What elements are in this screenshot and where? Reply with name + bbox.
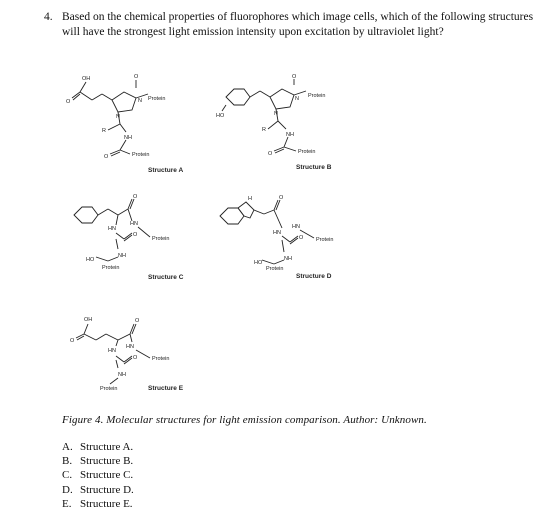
label-o: O — [135, 318, 140, 324]
label-ho: HO — [216, 113, 225, 119]
option-a[interactable] — [62, 440, 134, 454]
label-n: N — [116, 114, 120, 120]
label-h: H — [248, 196, 252, 202]
label-protein: Protein — [152, 356, 170, 362]
label-hn: HN — [273, 230, 281, 236]
structure-caption: Structure D — [296, 273, 332, 280]
label-oh: OH — [82, 76, 91, 82]
structure-caption: Structure B — [296, 164, 332, 171]
structure-e — [70, 312, 224, 402]
option-text: Structure E. — [80, 497, 133, 510]
label-hn: HN — [126, 344, 134, 350]
answer-options — [62, 440, 134, 511]
label-protein: Protein — [308, 93, 326, 99]
label-ho: HO — [254, 260, 263, 266]
option-letter: D. — [62, 483, 73, 496]
option-text: Structure A. — [80, 441, 134, 453]
option-letter: C. — [62, 469, 73, 482]
label-o: O — [133, 355, 138, 361]
label-protein: Protein — [266, 266, 284, 272]
option-text: Structure D. — [80, 483, 134, 496]
label-o: O — [279, 195, 284, 201]
label-n: N — [274, 111, 278, 117]
label-protein: Protein — [100, 386, 118, 392]
label-n: N — [138, 98, 142, 104]
label-o: O — [134, 74, 139, 80]
label-protein: Protein — [298, 149, 316, 155]
label-o: O — [104, 154, 109, 160]
label-nh: NH — [284, 256, 292, 262]
label-hn: HN — [108, 226, 116, 232]
label-o: O — [292, 74, 297, 80]
structure-caption: Structure A — [148, 167, 184, 174]
label-o: O — [268, 151, 273, 157]
label-n: N — [295, 96, 299, 102]
label-o: O — [133, 232, 138, 238]
label-protein: Protein — [102, 265, 120, 271]
label-nh: NH — [118, 372, 126, 378]
structure-b — [216, 74, 352, 175]
structure-c — [72, 195, 222, 290]
structure-d — [218, 196, 368, 291]
option-d[interactable] — [62, 483, 134, 497]
structure-caption: Structure C — [148, 274, 184, 281]
label-o: O — [66, 99, 71, 105]
label-hn: HN — [108, 348, 116, 354]
option-letter: A. — [62, 441, 73, 453]
option-b[interactable] — [62, 454, 134, 468]
structure-a — [60, 70, 210, 175]
label-hn: HN — [130, 221, 138, 227]
question-text: Based on the chemical properties of fluorophores which image cells, which of the following structures will have the strongest light emission intensity upon excitation by ultraviolet light? — [62, 11, 534, 38]
label-nh: NH — [118, 253, 126, 259]
label-o: O — [133, 194, 138, 200]
option-c[interactable] — [62, 468, 134, 482]
label-protein: Protein — [152, 236, 170, 242]
label-r: R — [262, 127, 266, 133]
option-text: Structure B. — [80, 455, 134, 468]
label-o: O — [70, 338, 75, 344]
figure-caption: Figure 4. Molecular structures for light emission comparison. Author: Unknown. — [62, 414, 427, 426]
label-ho: HO — [86, 257, 95, 263]
label-protein: Protein — [132, 152, 150, 158]
question-number: 4. — [44, 11, 53, 23]
label-oh: OH — [84, 317, 93, 323]
label-o: O — [299, 235, 304, 241]
option-text: Structure C. — [80, 469, 134, 482]
label-protein: Protein — [148, 96, 166, 102]
label-nh: NH — [124, 135, 132, 141]
structure-caption: Structure E — [148, 385, 184, 392]
label-nh: NH — [286, 132, 294, 138]
option-letter: E. — [62, 497, 72, 510]
option-letter: B. — [62, 455, 73, 468]
label-hn: HN — [292, 224, 300, 230]
label-r: R — [102, 128, 106, 134]
option-e[interactable] — [62, 497, 134, 511]
label-protein: Protein — [316, 237, 334, 243]
